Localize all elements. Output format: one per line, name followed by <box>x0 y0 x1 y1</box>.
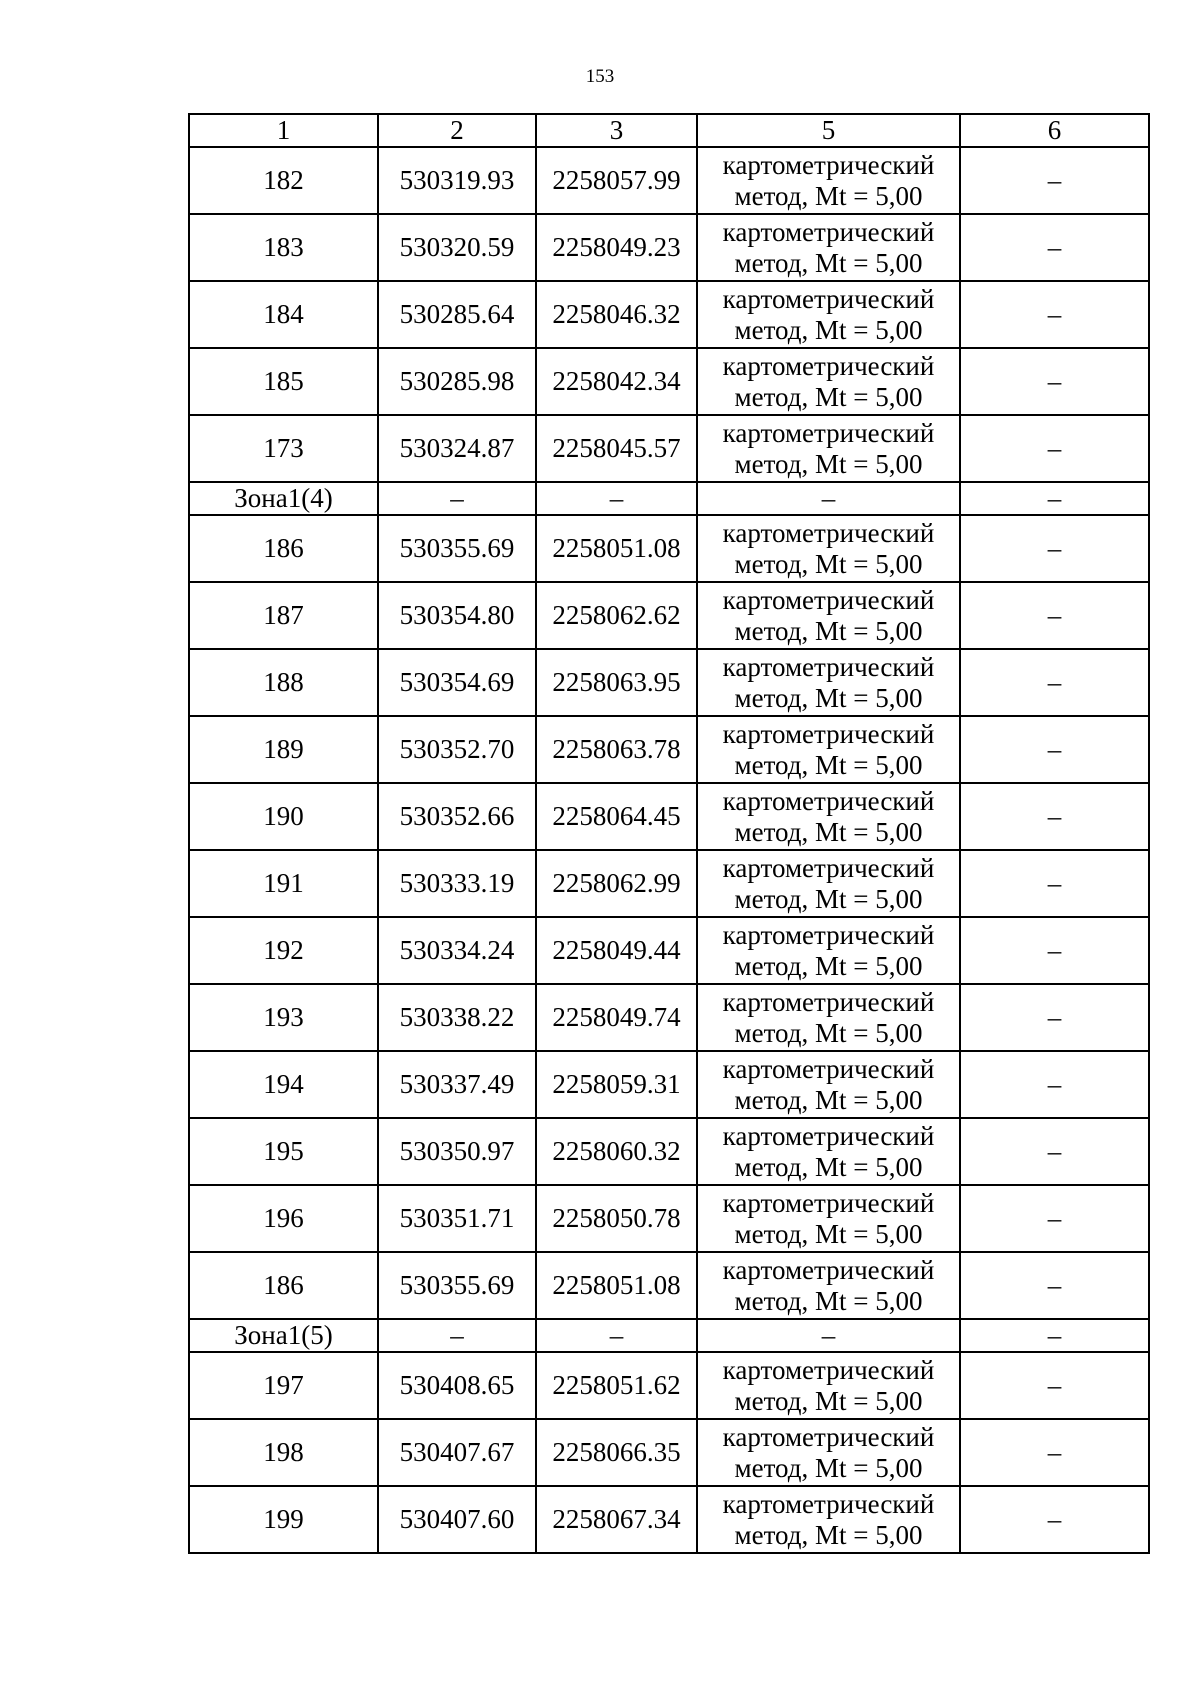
note-cell: – <box>960 214 1149 281</box>
y-coordinate-cell: 2258062.62 <box>536 582 697 649</box>
y-coordinate-cell: 2258051.62 <box>536 1352 697 1419</box>
point-number-cell: 193 <box>189 984 378 1051</box>
table-row <box>189 1486 1149 1553</box>
point-number-cell: 199 <box>189 1486 378 1553</box>
method-cell: картометрический метод, Mt = 5,00 <box>697 1419 960 1486</box>
note-cell: – <box>960 1118 1149 1185</box>
zone-label-cell: Зона1(4) <box>189 482 378 515</box>
point-number-cell: 182 <box>189 147 378 214</box>
method-cell: картометрический метод, Mt = 5,00 <box>697 415 960 482</box>
point-number-cell: 183 <box>189 214 378 281</box>
column-header: 1 <box>189 114 378 147</box>
x-coordinate-cell: 530355.69 <box>378 1252 536 1319</box>
y-coordinate-cell: 2258051.08 <box>536 515 697 582</box>
note-cell: – <box>960 582 1149 649</box>
table-row <box>189 1252 1149 1319</box>
x-coordinate-cell: 530338.22 <box>378 984 536 1051</box>
point-number-cell: 195 <box>189 1118 378 1185</box>
x-coordinate-cell: 530408.65 <box>378 1352 536 1419</box>
x-coordinate-cell: 530352.70 <box>378 716 536 783</box>
method-cell: картометрический метод, Mt = 5,00 <box>697 850 960 917</box>
table-row <box>189 783 1149 850</box>
point-number-cell: 194 <box>189 1051 378 1118</box>
method-cell: – <box>697 482 960 515</box>
note-cell: – <box>960 515 1149 582</box>
point-number-cell: 185 <box>189 348 378 415</box>
y-coordinate-cell: 2258046.32 <box>536 281 697 348</box>
y-coordinate-cell: 2258059.31 <box>536 1051 697 1118</box>
point-number-cell: 173 <box>189 415 378 482</box>
y-coordinate-cell: 2258062.99 <box>536 850 697 917</box>
x-coordinate-cell: – <box>378 482 536 515</box>
x-coordinate-cell: 530333.19 <box>378 850 536 917</box>
table-row <box>189 716 1149 783</box>
note-cell: – <box>960 482 1149 515</box>
y-coordinate-cell: 2258049.23 <box>536 214 697 281</box>
table-row <box>189 1419 1149 1486</box>
table-row <box>189 1051 1149 1118</box>
note-cell: – <box>960 1319 1149 1352</box>
method-cell: картометрический метод, Mt = 5,00 <box>697 1051 960 1118</box>
x-coordinate-cell: 530354.80 <box>378 582 536 649</box>
method-cell: картометрический метод, Mt = 5,00 <box>697 917 960 984</box>
table-row <box>189 415 1149 482</box>
y-coordinate-cell: – <box>536 482 697 515</box>
method-cell: картометрический метод, Mt = 5,00 <box>697 716 960 783</box>
note-cell: – <box>960 1252 1149 1319</box>
column-header: 2 <box>378 114 536 147</box>
note-cell: – <box>960 1051 1149 1118</box>
table-row <box>189 147 1149 214</box>
point-number-cell: 186 <box>189 1252 378 1319</box>
x-coordinate-cell: 530285.64 <box>378 281 536 348</box>
note-cell: – <box>960 1486 1149 1553</box>
zone-row <box>189 482 1149 515</box>
method-cell: картометрический метод, Mt = 5,00 <box>697 1352 960 1419</box>
method-cell: картометрический метод, Mt = 5,00 <box>697 348 960 415</box>
note-cell: – <box>960 649 1149 716</box>
method-cell: картометрический метод, Mt = 5,00 <box>697 649 960 716</box>
x-coordinate-cell: 530350.97 <box>378 1118 536 1185</box>
table-row <box>189 281 1149 348</box>
x-coordinate-cell: 530351.71 <box>378 1185 536 1252</box>
x-coordinate-cell: 530354.69 <box>378 649 536 716</box>
y-coordinate-cell: 2258050.78 <box>536 1185 697 1252</box>
point-number-cell: 190 <box>189 783 378 850</box>
y-coordinate-cell: 2258063.78 <box>536 716 697 783</box>
point-number-cell: 198 <box>189 1419 378 1486</box>
note-cell: – <box>960 850 1149 917</box>
table-row <box>189 649 1149 716</box>
point-number-cell: 187 <box>189 582 378 649</box>
y-coordinate-cell: 2258042.34 <box>536 348 697 415</box>
coordinates-table <box>188 113 1150 1554</box>
note-cell: – <box>960 147 1149 214</box>
point-number-cell: 192 <box>189 917 378 984</box>
column-header: 5 <box>697 114 960 147</box>
x-coordinate-cell: 530352.66 <box>378 783 536 850</box>
note-cell: – <box>960 348 1149 415</box>
point-number-cell: 189 <box>189 716 378 783</box>
note-cell: – <box>960 917 1149 984</box>
method-cell: картометрический метод, Mt = 5,00 <box>697 582 960 649</box>
table-row <box>189 1118 1149 1185</box>
y-coordinate-cell: 2258045.57 <box>536 415 697 482</box>
x-coordinate-cell: 530285.98 <box>378 348 536 415</box>
y-coordinate-cell: 2258049.74 <box>536 984 697 1051</box>
x-coordinate-cell: 530334.24 <box>378 917 536 984</box>
y-coordinate-cell: 2258049.44 <box>536 917 697 984</box>
x-coordinate-cell: 530320.59 <box>378 214 536 281</box>
y-coordinate-cell: 2258067.34 <box>536 1486 697 1553</box>
x-coordinate-cell: 530407.60 <box>378 1486 536 1553</box>
point-number-cell: 197 <box>189 1352 378 1419</box>
method-cell: картометрический метод, Mt = 5,00 <box>697 214 960 281</box>
method-cell: картометрический метод, Mt = 5,00 <box>697 1486 960 1553</box>
x-coordinate-cell: 530407.67 <box>378 1419 536 1486</box>
x-coordinate-cell: 530355.69 <box>378 515 536 582</box>
method-cell: картометрический метод, Mt = 5,00 <box>697 783 960 850</box>
method-cell: картометрический метод, Mt = 5,00 <box>697 281 960 348</box>
y-coordinate-cell: – <box>536 1319 697 1352</box>
x-coordinate-cell: 530324.87 <box>378 415 536 482</box>
point-number-cell: 184 <box>189 281 378 348</box>
y-coordinate-cell: 2258060.32 <box>536 1118 697 1185</box>
method-cell: картометрический метод, Mt = 5,00 <box>697 1118 960 1185</box>
table-row <box>189 348 1149 415</box>
y-coordinate-cell: 2258064.45 <box>536 783 697 850</box>
table-header-row <box>189 114 1149 147</box>
note-cell: – <box>960 1185 1149 1252</box>
note-cell: – <box>960 716 1149 783</box>
note-cell: – <box>960 984 1149 1051</box>
note-cell: – <box>960 281 1149 348</box>
point-number-cell: 196 <box>189 1185 378 1252</box>
page-number: 153 <box>585 66 615 87</box>
table-row <box>189 850 1149 917</box>
method-cell: картометрический метод, Mt = 5,00 <box>697 147 960 214</box>
table-row <box>189 515 1149 582</box>
zone-row <box>189 1319 1149 1352</box>
note-cell: – <box>960 783 1149 850</box>
table-row <box>189 1352 1149 1419</box>
column-header: 6 <box>960 114 1149 147</box>
x-coordinate-cell: 530319.93 <box>378 147 536 214</box>
x-coordinate-cell: 530337.49 <box>378 1051 536 1118</box>
x-coordinate-cell: – <box>378 1319 536 1352</box>
column-header: 3 <box>536 114 697 147</box>
y-coordinate-cell: 2258063.95 <box>536 649 697 716</box>
table-body <box>189 147 1149 1553</box>
method-cell: – <box>697 1319 960 1352</box>
point-number-cell: 186 <box>189 515 378 582</box>
table-row <box>189 582 1149 649</box>
method-cell: картометрический метод, Mt = 5,00 <box>697 1185 960 1252</box>
method-cell: картометрический метод, Mt = 5,00 <box>697 984 960 1051</box>
method-cell: картометрический метод, Mt = 5,00 <box>697 1252 960 1319</box>
method-cell: картометрический метод, Mt = 5,00 <box>697 515 960 582</box>
y-coordinate-cell: 2258051.08 <box>536 1252 697 1319</box>
table-row <box>189 917 1149 984</box>
y-coordinate-cell: 2258057.99 <box>536 147 697 214</box>
point-number-cell: 191 <box>189 850 378 917</box>
zone-label-cell: Зона1(5) <box>189 1319 378 1352</box>
note-cell: – <box>960 1419 1149 1486</box>
note-cell: – <box>960 415 1149 482</box>
table-row <box>189 214 1149 281</box>
table-row <box>189 984 1149 1051</box>
y-coordinate-cell: 2258066.35 <box>536 1419 697 1486</box>
table-row <box>189 1185 1149 1252</box>
note-cell: – <box>960 1352 1149 1419</box>
point-number-cell: 188 <box>189 649 378 716</box>
